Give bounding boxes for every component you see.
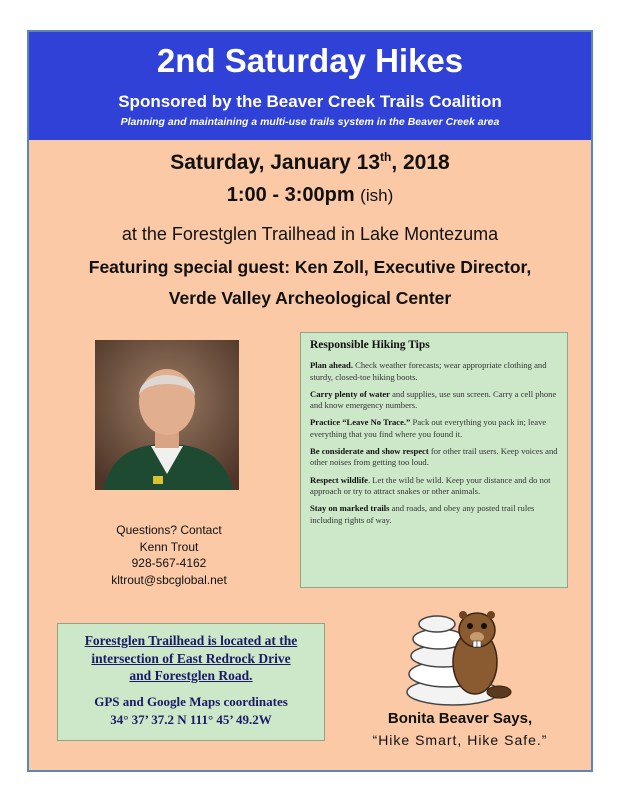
trailhead-location: Forestglen Trailhead is located at the intersection of East Redrock Drive and Forestglen Road. bbox=[84, 633, 298, 683]
trailhead-box bbox=[57, 623, 325, 741]
event-location: at the Forestglen Trailhead in Lake Montezuma bbox=[121, 224, 499, 244]
tips-title: Responsible Hiking Tips bbox=[310, 339, 430, 351]
hiking-tips-box bbox=[300, 332, 568, 588]
flyer-title: 2nd Saturday Hikes bbox=[156, 42, 464, 79]
contact-email[interactable]: kltrout@sbcglobal.net bbox=[111, 572, 227, 587]
tip-item: Be considerate and show respect for other trail users. Keep voices and other noises from getting too loud. bbox=[310, 446, 558, 468]
guest-line-2: Verde Valley Archeological Center bbox=[168, 288, 452, 308]
tip-item: Carry plenty of water and supplies, use sun screen. Carry a cell phone and know emergency numbers. bbox=[310, 388, 557, 411]
beaver-mascot-icon bbox=[395, 600, 515, 708]
event-date: Saturday, January 13th, 2018 bbox=[170, 150, 450, 174]
date-ordinal: th bbox=[380, 150, 392, 164]
contact-block bbox=[69, 522, 269, 588]
mascot-motto: “Hike Smart, Hike Safe.” bbox=[372, 732, 548, 748]
guest-photo bbox=[95, 340, 239, 490]
tip-item: Plan ahead. Check weather forecasts; wear appropriate clothing and sturdy, closed-toe hiking boots. bbox=[310, 360, 547, 382]
tip-item: Practice “Leave No Trace.” Pack out everything you pack in; leave everything that you find where you found it. bbox=[310, 417, 547, 439]
time-note: (ish) bbox=[360, 186, 394, 205]
tip-item: Stay on marked trails and roads, and obey any posted trail rules including rights of way. bbox=[310, 503, 535, 525]
contact-phone: 928-567-4162 bbox=[131, 556, 207, 570]
mascot-says: Bonita Beaver Says, bbox=[387, 710, 533, 727]
tip-item: Respect wildlife. Let the wild be wild. Keep your distance and do not approach or try to attract snakes or other animals. bbox=[310, 474, 551, 496]
event-time: 1:00 - 3:00pm (ish) bbox=[226, 184, 394, 206]
tagline: Planning and maintaining a multi-use trails system in the Beaver Creek area bbox=[120, 116, 500, 128]
sponsor-line: Sponsored by the Beaver Creek Trails Coalition bbox=[118, 92, 502, 111]
gps-label: GPS and Google Maps coordinates bbox=[94, 694, 288, 709]
contact-name: Kenn Trout bbox=[139, 539, 199, 554]
flyer bbox=[27, 30, 593, 772]
contact-heading: Questions? Contact bbox=[116, 523, 222, 537]
guest-line-1: Featuring special guest: Ken Zoll, Executive Director, bbox=[88, 257, 532, 277]
header-banner bbox=[29, 32, 591, 140]
guest-portrait-image bbox=[95, 340, 239, 490]
gps-coordinates: 34° 37’ 37.2 N 111° 45’ 49.2W bbox=[110, 712, 272, 727]
